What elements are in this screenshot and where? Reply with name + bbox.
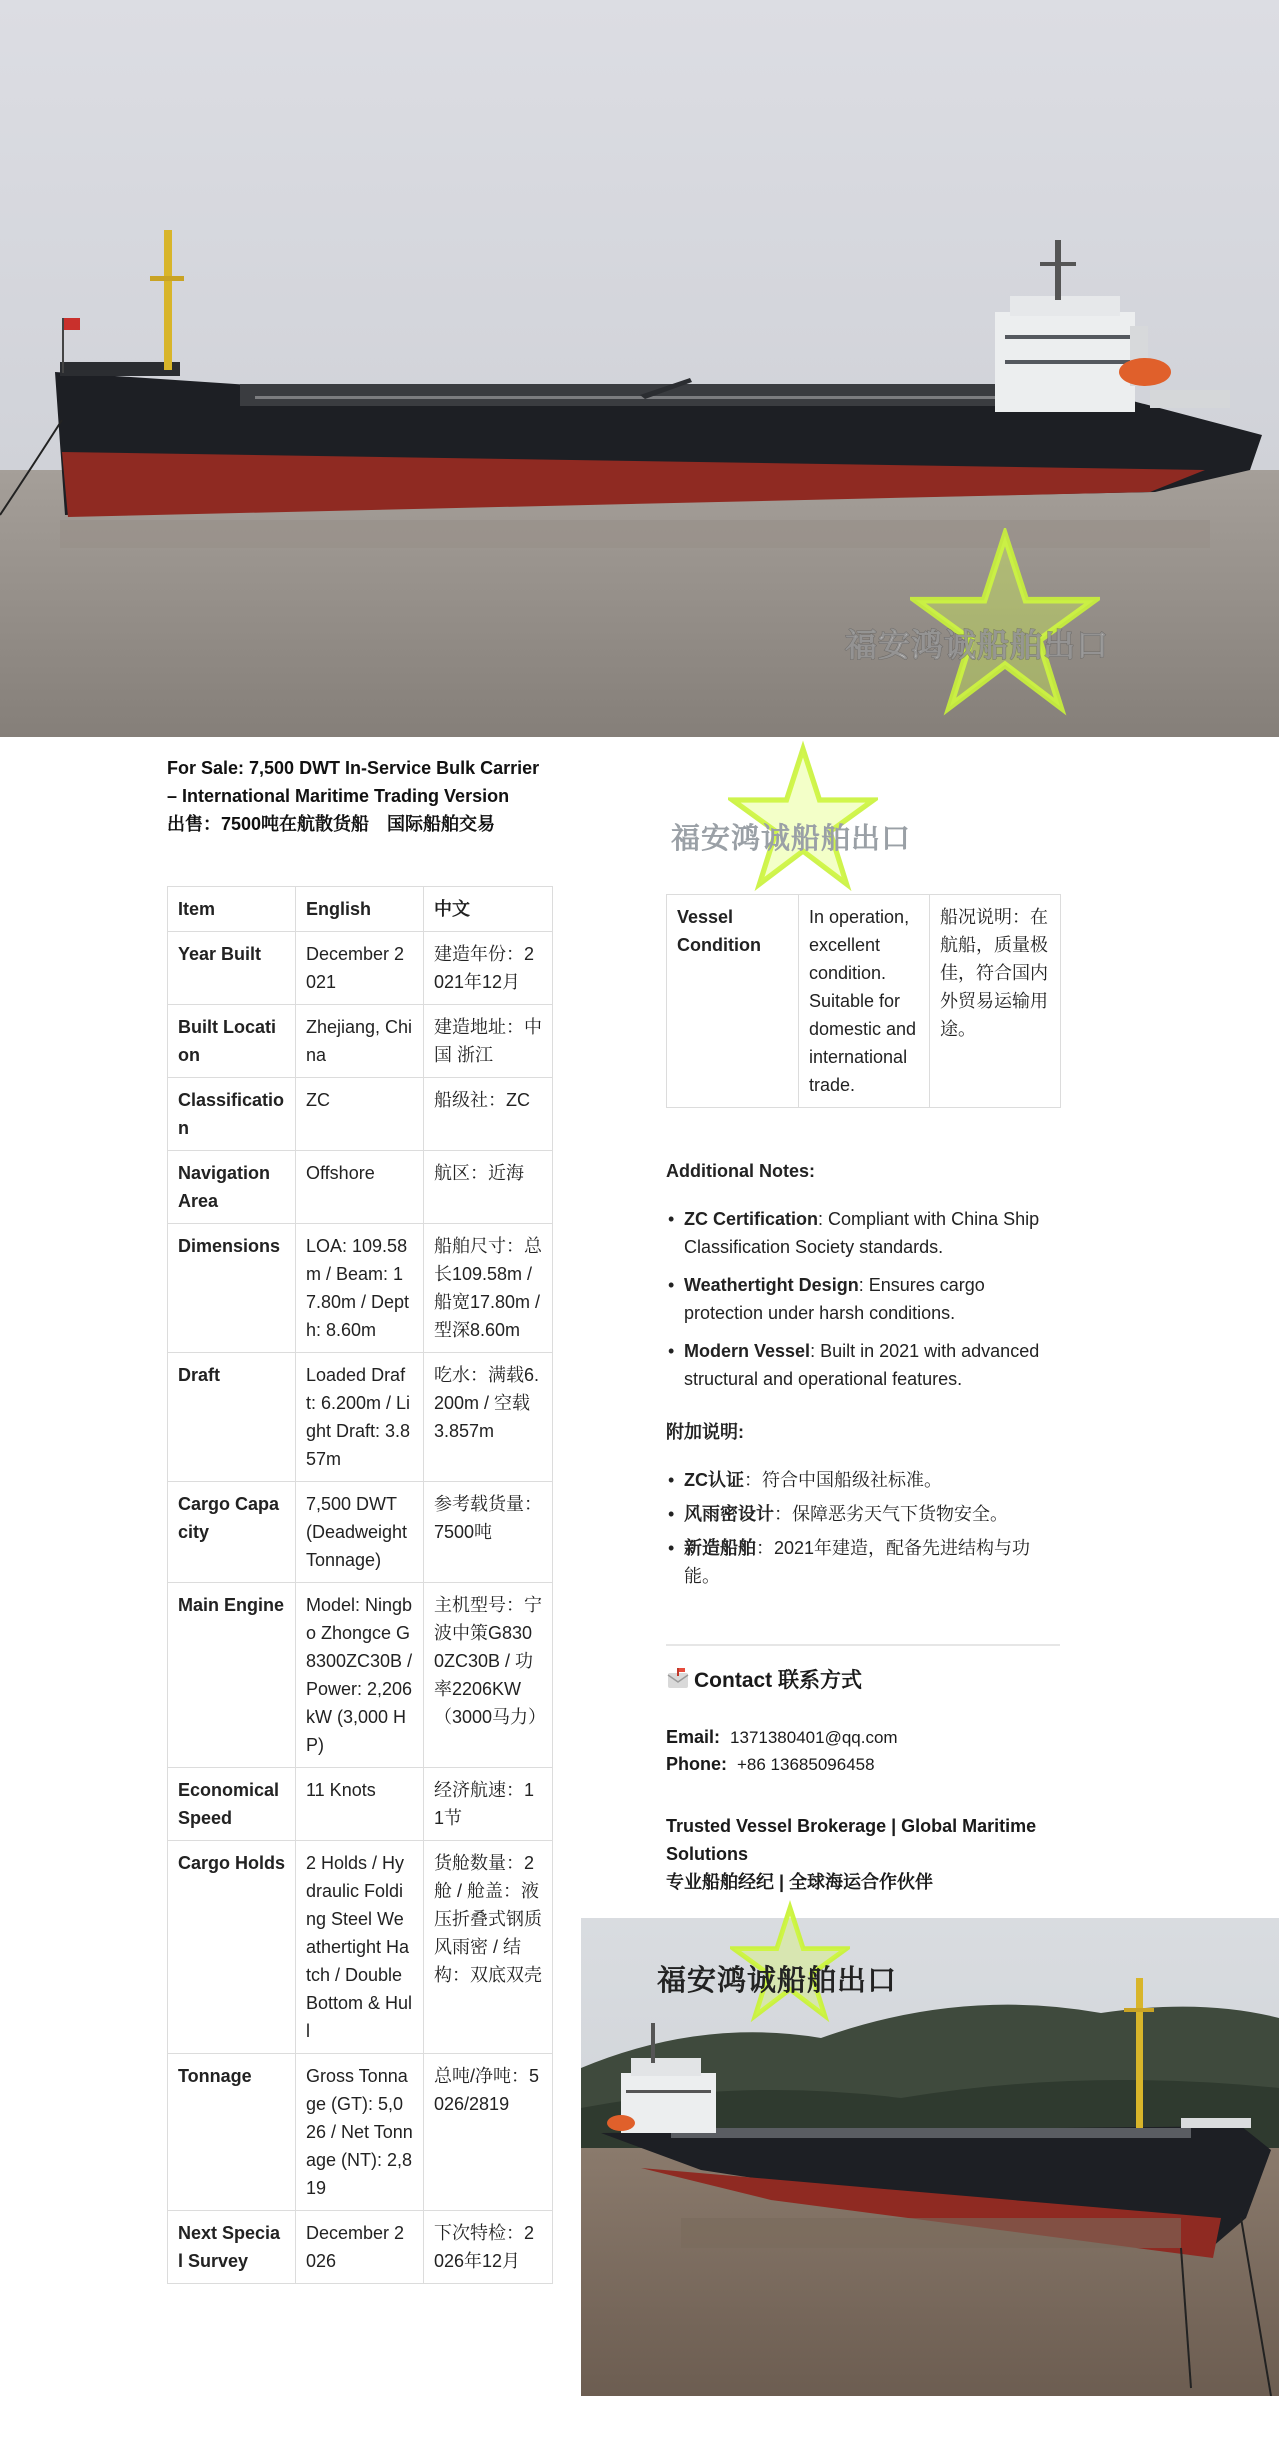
row-item: Draft [168,1353,296,1482]
table-row [168,1224,553,1353]
list-item [666,1500,1066,1528]
row-english: December 2021 [296,932,424,1005]
table-row [168,1768,553,1841]
divider [666,1644,1060,1646]
tagline-line-1: Trusted Vessel Brokerage | Global Maritime [666,1816,1037,1836]
title-line-2: – International Maritime Trading Version [167,786,510,806]
table-row [168,932,553,1005]
watermark-text: 福安鸿诚船舶出口 [657,1963,898,1997]
header-item: Item [168,887,296,932]
list-item [666,1205,1066,1261]
tagline-line-3: 专业船舶经纪 | 全球海运合作伙伴 [666,1872,934,1892]
row-item: Next Special Survey [168,2211,296,2284]
row-chinese: 总吨/净吨：5026/2819 [424,2054,553,2211]
title-line-3: 出售：7500吨在航散货船 国际船舶交易 [167,814,496,834]
note-text: ：保障恶劣天气下货物安全。 [774,1504,1008,1524]
row-item: Tonnage [168,2054,296,2211]
table-row [168,1482,553,1583]
additional-notes-en [666,1157,1066,1403]
row-english: 7,500 DWT (Deadweight Tonnage) [296,1482,424,1583]
notes-heading: 附加说明: [666,1422,744,1442]
row-chinese: 下次特检：2026年12月 [424,2211,553,2284]
table-row [168,1005,553,1078]
list-item [666,1271,1066,1327]
note-text: : Built in 2021 with advanced structural and operational features. [684,1341,1040,1389]
condition-english: In operation, excellent condition. Suitable for domestic and international trade. [799,895,930,1108]
row-english: Gross Tonnage (GT): 5,026 / Net Tonnage (NT): 2,819 [296,2054,424,2211]
condition-chinese: 船况说明：在航船，质量极佳，符合国内外贸易运输用途。 [930,895,1061,1108]
note-term: ZC认证 [684,1470,744,1490]
list-item [666,1337,1066,1393]
contact-email [666,1724,898,1751]
note-text: : Compliant with China Ship Classification Society standards. [684,1209,1040,1257]
row-english: Zhejiang, China [296,1005,424,1078]
note-term: 风雨密设计 [684,1504,774,1524]
row-item: Economical Speed [168,1768,296,1841]
listing-title [167,754,567,838]
row-english: 2 Holds / Hydraulic Folding Steel Weathertight Hatch / Double Bottom & Hull [296,1841,424,2054]
row-english: Model: Ningbo Zhongce G8300ZC30B / Power: 2,206 kW (3,000 HP) [296,1583,424,1768]
row-chinese: 船舶尺寸：总长109.58m / 船宽17.80m / 型深8.60m [424,1224,553,1353]
tagline-line-2: Solutions [666,1844,748,1864]
row-chinese: 建造年份：2021年12月 [424,932,553,1005]
contact-heading-text: Contact 联系方式 [694,1669,862,1692]
row-chinese: 建造地址：中国 浙江 [424,1005,553,1078]
row-chinese: 参考载货量：7500吨 [424,1482,553,1583]
table-row [168,1583,553,1768]
note-text: ：2021年建造，配备先进结构与功能。 [684,1538,1031,1586]
note-term: 新造船舶 [684,1538,756,1558]
note-text: : Ensures cargo protection under harsh conditions. [684,1275,985,1323]
condition-item: Vessel Condition [667,895,799,1108]
row-english: LOA: 109.58m / Beam: 17.80m / Depth: 8.60m [296,1224,424,1353]
row-chinese: 船级社：ZC [424,1078,553,1151]
row-chinese: 吃水：满载6.200m / 空载3.857m [424,1353,553,1482]
title-line-1: For Sale: 7,500 DWT In-Service Bulk Carrier [167,758,540,778]
row-item: Classification [168,1078,296,1151]
email-link[interactable]: 1371380401@qq.com [730,1728,898,1747]
tagline [666,1812,1086,1896]
mailbox-icon [666,1668,690,1690]
row-english: Loaded Draft: 6.200m / Light Draft: 3.857m [296,1353,424,1482]
email-label: Email: [666,1727,721,1747]
condition-table [666,894,1061,1108]
row-item: Main Engine [168,1583,296,1768]
list-item [666,1534,1066,1590]
row-chinese: 货舱数量：2舱 / 舱盖：液压折叠式钢质风雨密 / 结构：双底双壳 [424,1841,553,2054]
row-item: Year Built [168,932,296,1005]
phone-link[interactable]: +86 13685096458 [737,1755,875,1774]
table-row [667,895,1061,1108]
row-chinese: 经济航速：11节 [424,1768,553,1841]
watermark-text: 福安鸿诚船舶出口 [671,821,912,855]
table-row [168,2211,553,2284]
watermark-bottom [655,1898,955,2058]
additional-notes-cn [666,1418,1066,1600]
note-term: Modern Vessel [684,1341,811,1361]
watermark-text: 福安鸿诚船舶出口 [845,626,1110,664]
row-item: Cargo Capacity [168,1482,296,1583]
watermark-middle [668,738,968,903]
row-english: December 2026 [296,2211,424,2284]
row-item: Navigation Area [168,1151,296,1224]
row-english: ZC [296,1078,424,1151]
row-chinese: 主机型号：宁波中策G8300ZC30B / 功率2206KW（3000马力） [424,1583,553,1768]
row-english: 11 Knots [296,1768,424,1841]
table-row [168,1841,553,2054]
spec-table-header [168,887,553,932]
list-item [666,1466,1066,1494]
header-english: English [296,887,424,932]
row-chinese: 航区：近海 [424,1151,553,1224]
row-item: Built Location [168,1005,296,1078]
header-chinese: 中文 [424,887,553,932]
contact-heading [666,1666,862,1696]
table-row [168,1353,553,1482]
table-row [168,2054,553,2211]
note-term: Weathertight Design [684,1275,859,1295]
note-term: ZC Certification [684,1209,819,1229]
notes-heading: Additional Notes: [666,1161,815,1181]
row-english: Offshore [296,1151,424,1224]
watermark-top [840,528,1180,718]
spec-table [167,886,553,2284]
note-text: ：符合中国船级社标准。 [744,1470,942,1490]
contact-phone [666,1751,875,1778]
table-row [168,1078,553,1151]
row-item: Dimensions [168,1224,296,1353]
phone-label: Phone: [666,1754,727,1774]
row-item: Cargo Holds [168,1841,296,2054]
table-row [168,1151,553,1224]
